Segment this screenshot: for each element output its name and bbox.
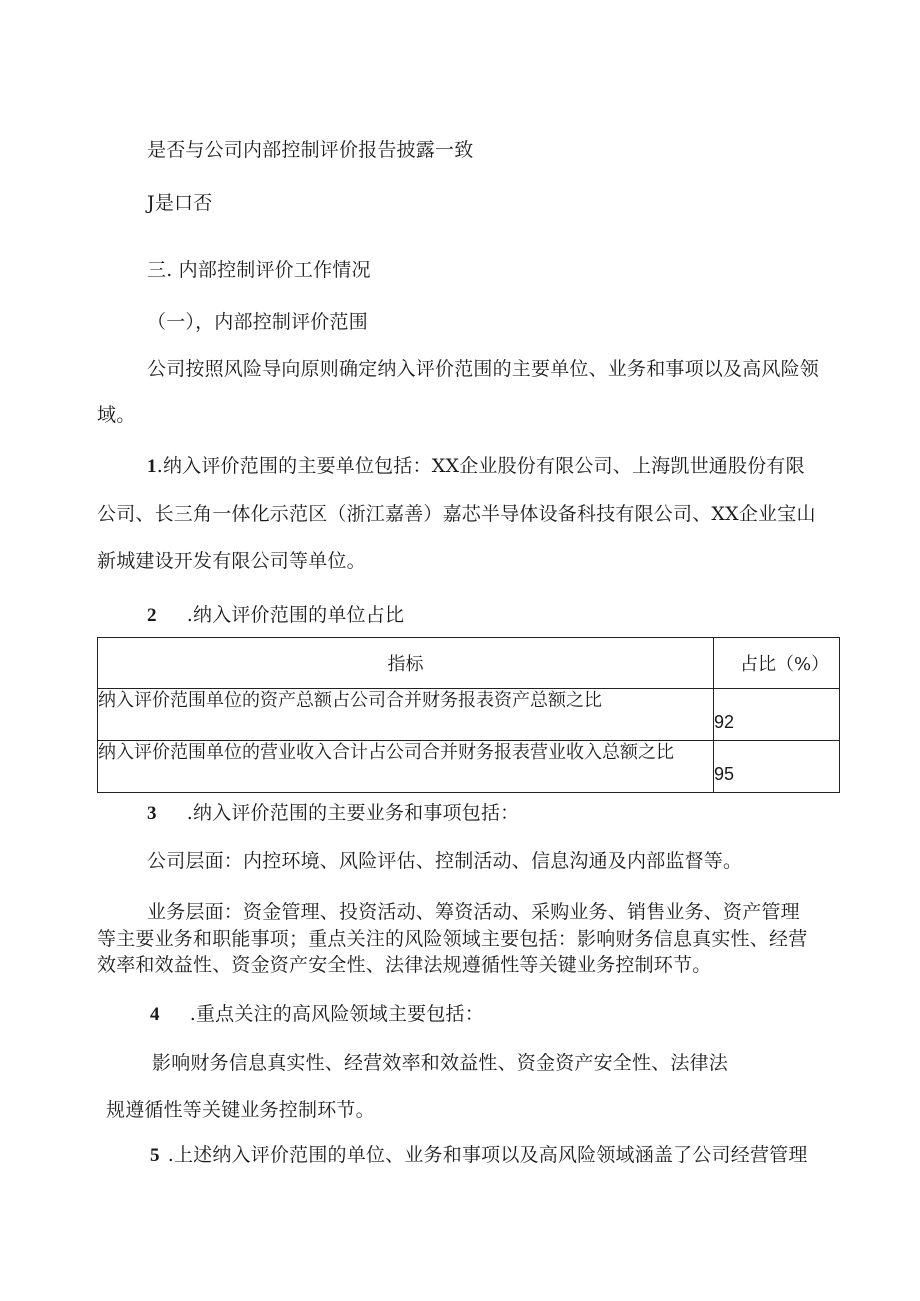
business-level-line2: 等主要业务和职能事项；重点关注的风险领域主要包括：影响财务信息真实性、经营 [97, 928, 808, 950]
header-indicator: 指标 [98, 638, 714, 689]
intro-paragraph-line1: 公司按照风险导向原则确定纳入评价范围的主要单位、业务和事项以及高风险领 [147, 358, 820, 380]
item1-number: 1 [147, 456, 157, 477]
business-level-line3: 效率和效益性、资金资产安全性、法律法规遵循性等关键业务控制环节。 [97, 954, 712, 976]
item4-title: .重点关注的高风险领域主要包括： [189, 1003, 484, 1025]
row-value: 92 [714, 689, 840, 741]
consistency-question: 是否与公司内部控制评价报告披露一致 [147, 139, 474, 161]
table-row [98, 741, 840, 793]
row-value: 95 [714, 741, 840, 793]
item5-text: .上述纳入评价范围的单位、业务和事项以及高风险领域涵盖了公司经营管理 [167, 1144, 808, 1166]
row-label: 纳入评价范围单位的营业收入合计占公司合并财务报表营业收入总额之比 [98, 741, 714, 793]
item1-text: .纳入评价范围的主要单位包括：XX企业股份有限公司、上海凯世通股份有限 [156, 455, 805, 477]
item3-heading [147, 802, 519, 825]
item1-line1 [147, 455, 805, 478]
item4-line2: 规遵循性等关键业务控制环节。 [106, 1099, 375, 1121]
table-header-row [98, 638, 840, 689]
item1-line2: 公司、长三角一体化示范区（浙江嘉善）嘉芯半导体设备科技有限公司、XX企业宝山 [97, 503, 816, 525]
item2-heading [147, 604, 404, 627]
item2-title: .纳入评价范围的单位占比 [186, 604, 405, 626]
answer-yes-checkbox[interactable]: J是 [147, 192, 175, 214]
item4-line1: 影响财务信息真实性、经营效率和效益性、资金资产安全性、法律法 [152, 1052, 729, 1074]
row-label: 纳入评价范围单位的资产总额占公司合并财务报表资产总额之比 [98, 689, 714, 741]
item2-number: 2 [147, 605, 157, 626]
header-percentage: 占比（%） [714, 638, 840, 689]
unit-ratio-table [97, 637, 840, 793]
answer-no-checkbox[interactable]: 口否 [174, 192, 213, 214]
item5-number: 5 [150, 1145, 160, 1166]
item4-number: 4 [150, 1004, 160, 1025]
section-heading: 三. 内部控制评价工作情况 [147, 259, 371, 281]
consistency-answer [147, 192, 212, 214]
table-row [98, 689, 840, 741]
item3-number: 3 [147, 803, 157, 824]
item4-heading [150, 1003, 484, 1026]
item3-title: .纳入评价范围的主要业务和事项包括： [186, 802, 520, 824]
company-level-text: 公司层面：内控环境、风险评估、控制活动、信息沟通及内部监督等。 [147, 850, 743, 872]
item5-line1 [150, 1144, 808, 1167]
intro-paragraph-line2: 域。 [97, 404, 136, 426]
business-level-line1: 业务层面：资金管理、投资活动、筹资活动、采购业务、销售业务、资产管理 [147, 901, 800, 923]
item1-line3: 新城建设开发有限公司等单位。 [97, 550, 366, 572]
subsection-heading: （一），内部控制评价范围 [147, 311, 368, 333]
